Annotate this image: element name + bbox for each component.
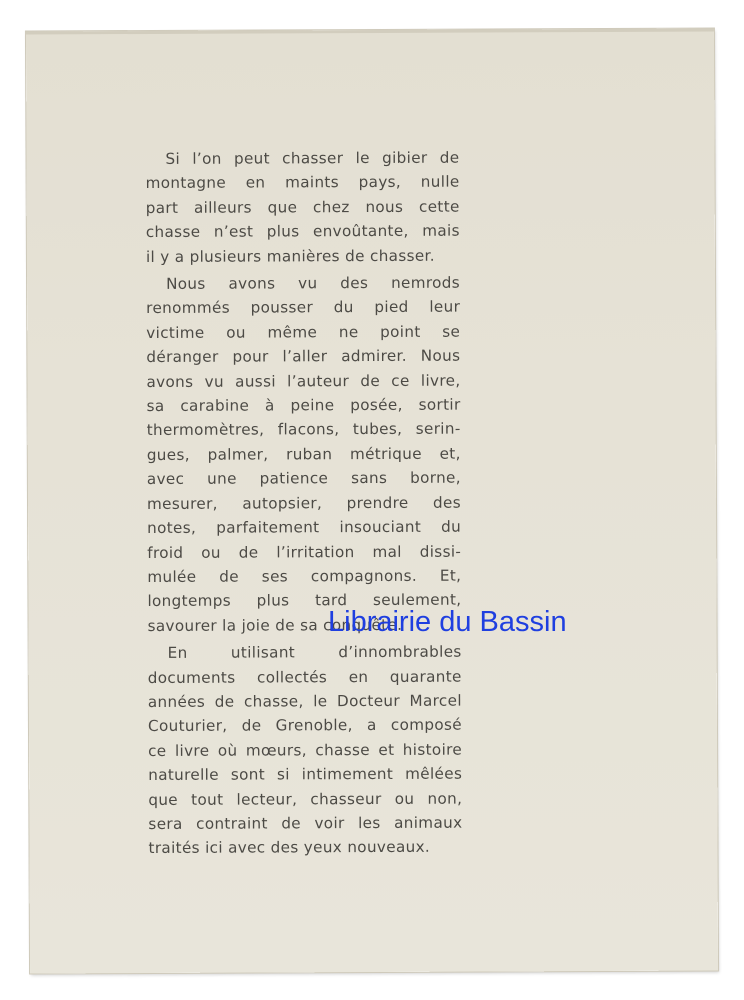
text-line: Nous avons vu des nemrods	[166, 273, 461, 293]
text-line: notes, parfaitement insouciant du	[147, 517, 462, 538]
blurb-text	[145, 146, 462, 864]
paragraph-1	[145, 146, 460, 269]
text-line: part ailleurs que chez nous cette	[145, 197, 460, 217]
text-line: sera contraint de voir les animaux	[148, 813, 463, 833]
text-line: renommés pousser du pied leur	[146, 298, 461, 318]
text-line: En utilisant d’innombrables	[167, 642, 462, 663]
text-line: mesurer, autopsier, prendre des	[146, 493, 462, 513]
text-line: savourer la joie de sa conquête.	[147, 615, 403, 635]
text-line: années de chasse, le Docteur Marcel	[147, 691, 462, 711]
text-line: longtemps plus tard seulement,	[147, 590, 462, 611]
text-line: sa carabine à peine posée, sortir	[146, 395, 461, 416]
text-line: chasse n’est plus envoûtante, mais	[145, 221, 460, 242]
text-line: Si l’on peut chasser le gibier de	[165, 148, 460, 168]
paragraph-3	[148, 640, 463, 861]
text-line: déranger pour l’aller admirer. Nous	[146, 346, 461, 367]
watermark-text: Librairie du Bassin	[328, 606, 567, 638]
text-line: montagne en maints pays, nulle	[145, 173, 460, 193]
text-line: que tout lecteur, chasseur ou non,	[148, 789, 463, 809]
text-line: avons vu aussi l’auteur de ce livre,	[146, 371, 461, 391]
cover-top-edge	[26, 29, 714, 35]
book-back-cover	[26, 29, 718, 974]
text-line: victime ou même ne point se	[146, 322, 461, 342]
paragraph-2	[146, 271, 462, 638]
text-line: il y a plusieurs manières de chasser.	[145, 246, 435, 266]
text-line: avec une patience sans borne,	[146, 468, 461, 489]
text-line: traités ici avec des yeux nouveaux.	[148, 838, 431, 858]
text-line: ce livre où mœurs, chasse et histoire	[148, 740, 463, 760]
text-line: naturelle sont si intimement mêlées	[148, 764, 463, 785]
text-line: mulée de ses compagnons. Et,	[147, 566, 462, 586]
text-line: gues, palmer, ruban métrique et,	[146, 444, 461, 464]
text-line: Couturier, de Grenoble, a composé	[147, 715, 463, 736]
text-line: documents collectés en quarante	[147, 667, 462, 687]
text-line: froid ou de l’irritation mal dissi-	[147, 542, 462, 562]
text-line: thermomètres, flacons, tubes, serin-	[146, 420, 461, 440]
